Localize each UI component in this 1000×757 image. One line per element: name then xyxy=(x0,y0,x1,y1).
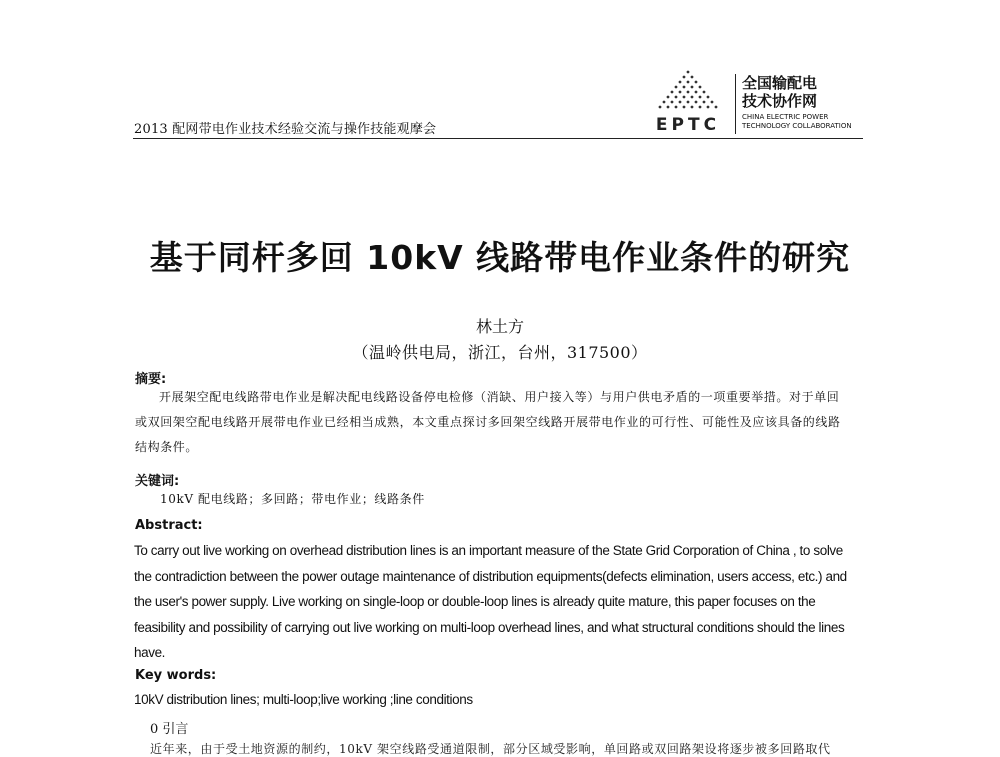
logo-en-line1: CHINA ELECTRIC POWER xyxy=(742,113,829,121)
header-rule xyxy=(133,138,863,139)
abstract-cn-text xyxy=(135,385,850,460)
eptc-logo-icon xyxy=(648,66,728,134)
logo-divider xyxy=(735,74,736,134)
logo-dot-pyramid xyxy=(659,71,718,109)
paper-author: 林土方 xyxy=(475,317,524,336)
keywords-en-text: 10kV distribution lines; multi-loop;live working ;line conditions xyxy=(134,692,473,707)
section-first-line: 近年来，由于受土地资源的制约，10kV 架空线路受通道限制，部分区域受影响，单回路或双回路架设将逐步被多回路取代 xyxy=(150,742,831,756)
keywords-en-label: Key words: xyxy=(135,668,217,683)
abstract-en-text: To carry out live working on overhead distribution lines is an important measure of the State Grid Corporation of China , to solve the contradiction between the power outage maintenance of distribution equipments(defects elimination, users access, etc.) and the user's power supply. Live working on single-loop or double-loop lines is already quite mature, this paper focuses on the feasibility and possibility of carrying out live working on multi-loop overhead lines, and what structural conditions should the lines have. xyxy=(134,543,847,660)
paper-title: 基于同杆多回 10kV 线路带电作业条件的研究 xyxy=(149,238,851,277)
logo-cn-line1: 全国输配电 xyxy=(742,74,818,92)
paper-affiliation: （温岭供电局，浙江，台州，317500） xyxy=(352,343,648,362)
keywords-cn-text: 10kV 配电线路；多回路；带电作业；线路条件 xyxy=(160,492,425,506)
conference-name: 2013 配网带电作业技术经验交流与操作技能观摩会 xyxy=(134,122,437,137)
abstract-en-label: Abstract: xyxy=(135,518,203,533)
logo-en-line2: TECHNOLOGY COLLABORATION xyxy=(742,122,852,130)
abstract-cn-paragraph: 开展架空配电线路带电作业是解决配电线路设备停电检修（消缺、用户接入等）与用户供电矛盾的一项重要举措。对于单回或双回架空配电线路开展带电作业已经相当成熟，本文重点探讨多回架空线路开展带电作业的可行性、可能性及应该具备的线路结构条件。 xyxy=(135,390,841,454)
abstract-cn-label: 摘要: xyxy=(135,372,167,387)
logo-text-block xyxy=(742,74,852,131)
logo-mark-text: EPTC xyxy=(655,115,721,134)
logo-cn-line2: 技术协作网 xyxy=(742,92,818,110)
section-heading: 0 引言 xyxy=(150,722,189,737)
keywords-cn-label: 关键词: xyxy=(135,474,180,489)
